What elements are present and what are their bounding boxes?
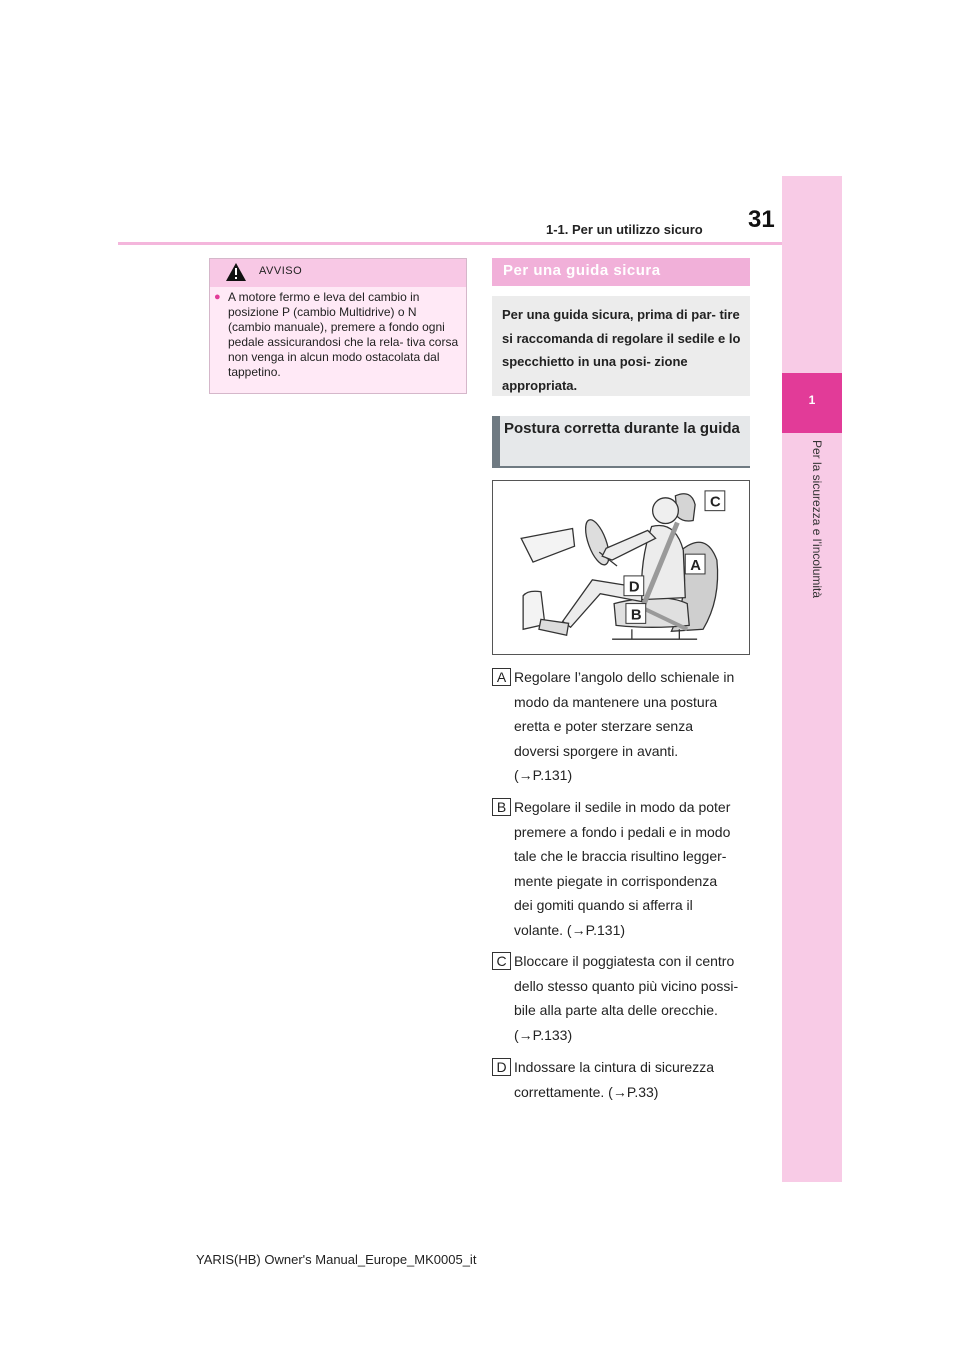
intro-text: Per una guida sicura, prima di par- tire si raccomanda di regolare il sedile e lo specchietto in una posi- zione appropriata. (502, 307, 741, 393)
illustration-label-d: D (628, 579, 640, 596)
item-badge: D (492, 1058, 511, 1076)
page-number: 31 (748, 206, 775, 233)
item-badge: C (492, 952, 511, 970)
item-text: Indossare la cintura di sicurezza correttamente. (→P.33) (514, 1059, 714, 1100)
illustration-label-a: A (690, 557, 701, 574)
item-text: Regolare l’angolo dello schienale in modo da mantenere una postura eretta e poter sterzare senza doversi sporgere in avanti. (→P.131) (514, 669, 735, 783)
footer-text: YARIS(HB) Owner's Manual_Europe_MK0005_it (196, 1252, 477, 1267)
subheading: Postura corretta durante la guida (504, 420, 740, 437)
warning-text: A motore fermo e leva del cambio in posizione P (cambio Multidrive) o N (cambio manuale), premere a fondo ogni pedale assicurandosi che la rela- tiva corsa non venga in alcun modo ostacolata dal tappetino. (228, 290, 459, 379)
chapter-label: Per la sicurezza e l’incolumità (810, 440, 824, 599)
subheading-rule (492, 466, 750, 468)
item-text: Regolare il sedile in modo da poter premere a fondo i pedali e in modo tale che le braccia risultino legger- mente piegate in corrispondenza dei gomiti quando si afferra il volante. (→P.131) (514, 799, 731, 938)
bullet-icon: ● (214, 291, 221, 303)
item-badge: B (492, 798, 511, 816)
item-text: Bloccare il poggiatesta con il centro dello stesso quanto più vicino possi- bile alla parte alta delle orecchie. (→P.133) (514, 953, 739, 1043)
driving-posture-illustration (492, 480, 750, 655)
illustration-label-c: C (709, 494, 721, 511)
illustration-label-b: B (630, 607, 642, 624)
warning-header (210, 259, 466, 287)
warning-title: AVVISO (259, 265, 303, 277)
section-title: 1-1. Per un utilizzo sicuro (546, 222, 703, 237)
chapter-side-tab (782, 176, 842, 1182)
header-rule (118, 242, 782, 245)
subheading-stripe (492, 416, 500, 466)
chapter-number: 1 (808, 393, 816, 407)
warning-triangle-icon (225, 262, 247, 282)
item-badge: A (492, 668, 511, 686)
section-heading: Per una guida sicura (503, 262, 661, 279)
